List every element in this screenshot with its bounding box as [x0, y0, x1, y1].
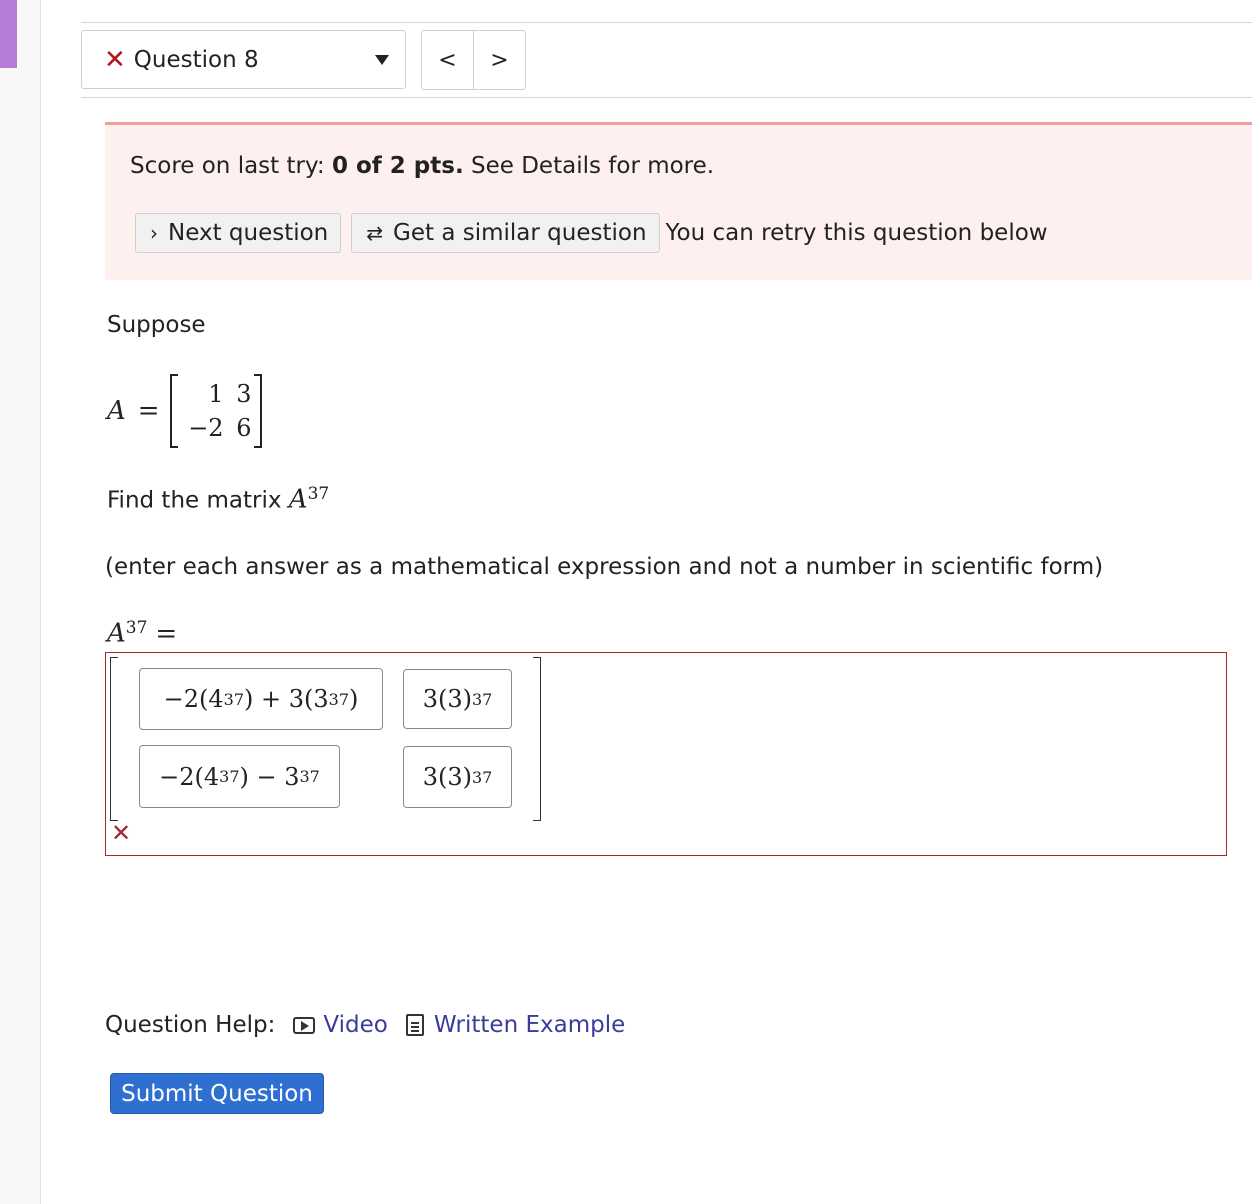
left-rail: [0, 0, 41, 1204]
question-help-label: Question Help:: [105, 1012, 276, 1038]
matrix-name: A: [107, 396, 126, 426]
answer-label-base: A: [107, 618, 126, 649]
header-divider: [81, 97, 1252, 98]
cell-sup: 37: [223, 689, 244, 709]
question-selector-label: Question 8: [133, 46, 259, 73]
accent-tab: [0, 0, 17, 68]
question-help: [105, 1012, 625, 1038]
matrix-left-bracket: [170, 374, 178, 448]
top-divider: [81, 22, 1252, 23]
next-question-label: Next question: [168, 220, 329, 246]
close-icon: ✕: [111, 819, 132, 847]
answer-cell-r2c2[interactable]: [403, 746, 512, 808]
cell-text: 3(3): [422, 685, 472, 713]
score-prefix: Score on last try:: [130, 153, 332, 179]
find-text: [107, 484, 329, 515]
answer-label-equals: =: [155, 618, 178, 649]
suppose-text: Suppose: [107, 312, 206, 338]
cell-sup: 37: [471, 689, 493, 709]
score-value: 0 of 2 pts.: [331, 153, 464, 179]
cell-sup: 37: [471, 767, 493, 787]
matrix-cell: −2: [188, 414, 224, 442]
matrix-cell: 1: [208, 380, 224, 408]
answer-cell-r1c1[interactable]: [139, 668, 383, 730]
cell-text: ) + 3(3: [244, 685, 329, 713]
cell-text: ): [349, 685, 359, 713]
cell-text: 3(3): [422, 763, 472, 791]
find-prefix: Find the matrix: [107, 487, 289, 514]
question-nav: [421, 30, 526, 90]
find-power: 37: [307, 484, 330, 504]
similar-question-label: Get a similar question: [393, 220, 647, 246]
instructions-text: (enter each answer as a mathematical expression and not a number in scientific form): [105, 554, 1104, 580]
retry-text: You can retry this question below: [665, 220, 1048, 246]
chevron-right-icon: ›: [150, 221, 158, 245]
matrix-right-bracket: [254, 374, 262, 448]
similar-question-button[interactable]: [351, 213, 659, 253]
find-matrix-name: A: [288, 484, 308, 515]
refresh-arrows-icon: ⇄: [366, 221, 384, 245]
caret-down-icon: [375, 55, 389, 65]
score-line: [130, 153, 714, 179]
answer-label-power: 37: [125, 618, 148, 638]
cell-sup: 37: [328, 689, 349, 709]
answer-cell-r2c1[interactable]: [139, 745, 340, 808]
cell-sup: 37: [299, 767, 320, 786]
answer-label: [107, 618, 177, 649]
matrix-equals: =: [137, 396, 160, 426]
score-panel: [105, 122, 1252, 280]
document-icon: [406, 1014, 424, 1036]
matrix-cell: 3: [236, 380, 252, 408]
video-icon: [293, 1017, 315, 1034]
written-example-label: Written Example: [433, 1012, 626, 1038]
next-question-button[interactable]: [135, 213, 341, 253]
cell-text: −2(4: [159, 762, 220, 791]
answer-left-bracket: [110, 657, 118, 821]
answer-right-bracket: [533, 657, 541, 821]
score-actions: [135, 213, 1048, 253]
cell-text: ) − 3: [239, 762, 300, 791]
question-selector[interactable]: [81, 30, 406, 89]
incorrect-x-icon: ✕: [104, 44, 126, 75]
matrix-grid: [178, 380, 254, 442]
video-link[interactable]: [293, 1012, 387, 1038]
submit-question-button[interactable]: Submit Question: [110, 1073, 324, 1114]
next-question-arrow-button[interactable]: >: [473, 31, 525, 89]
video-link-label: Video: [323, 1012, 388, 1038]
cell-text: −2(4: [163, 685, 224, 713]
score-suffix: See Details for more.: [463, 153, 715, 179]
written-example-link[interactable]: [406, 1012, 625, 1038]
matrix-a: [107, 372, 262, 450]
answer-cell-r1c2[interactable]: [403, 669, 512, 729]
matrix-cell: 6: [236, 414, 252, 442]
answer-matrix-box: [105, 652, 1227, 856]
prev-question-button[interactable]: <: [438, 47, 457, 73]
cell-sup: 37: [219, 767, 240, 786]
